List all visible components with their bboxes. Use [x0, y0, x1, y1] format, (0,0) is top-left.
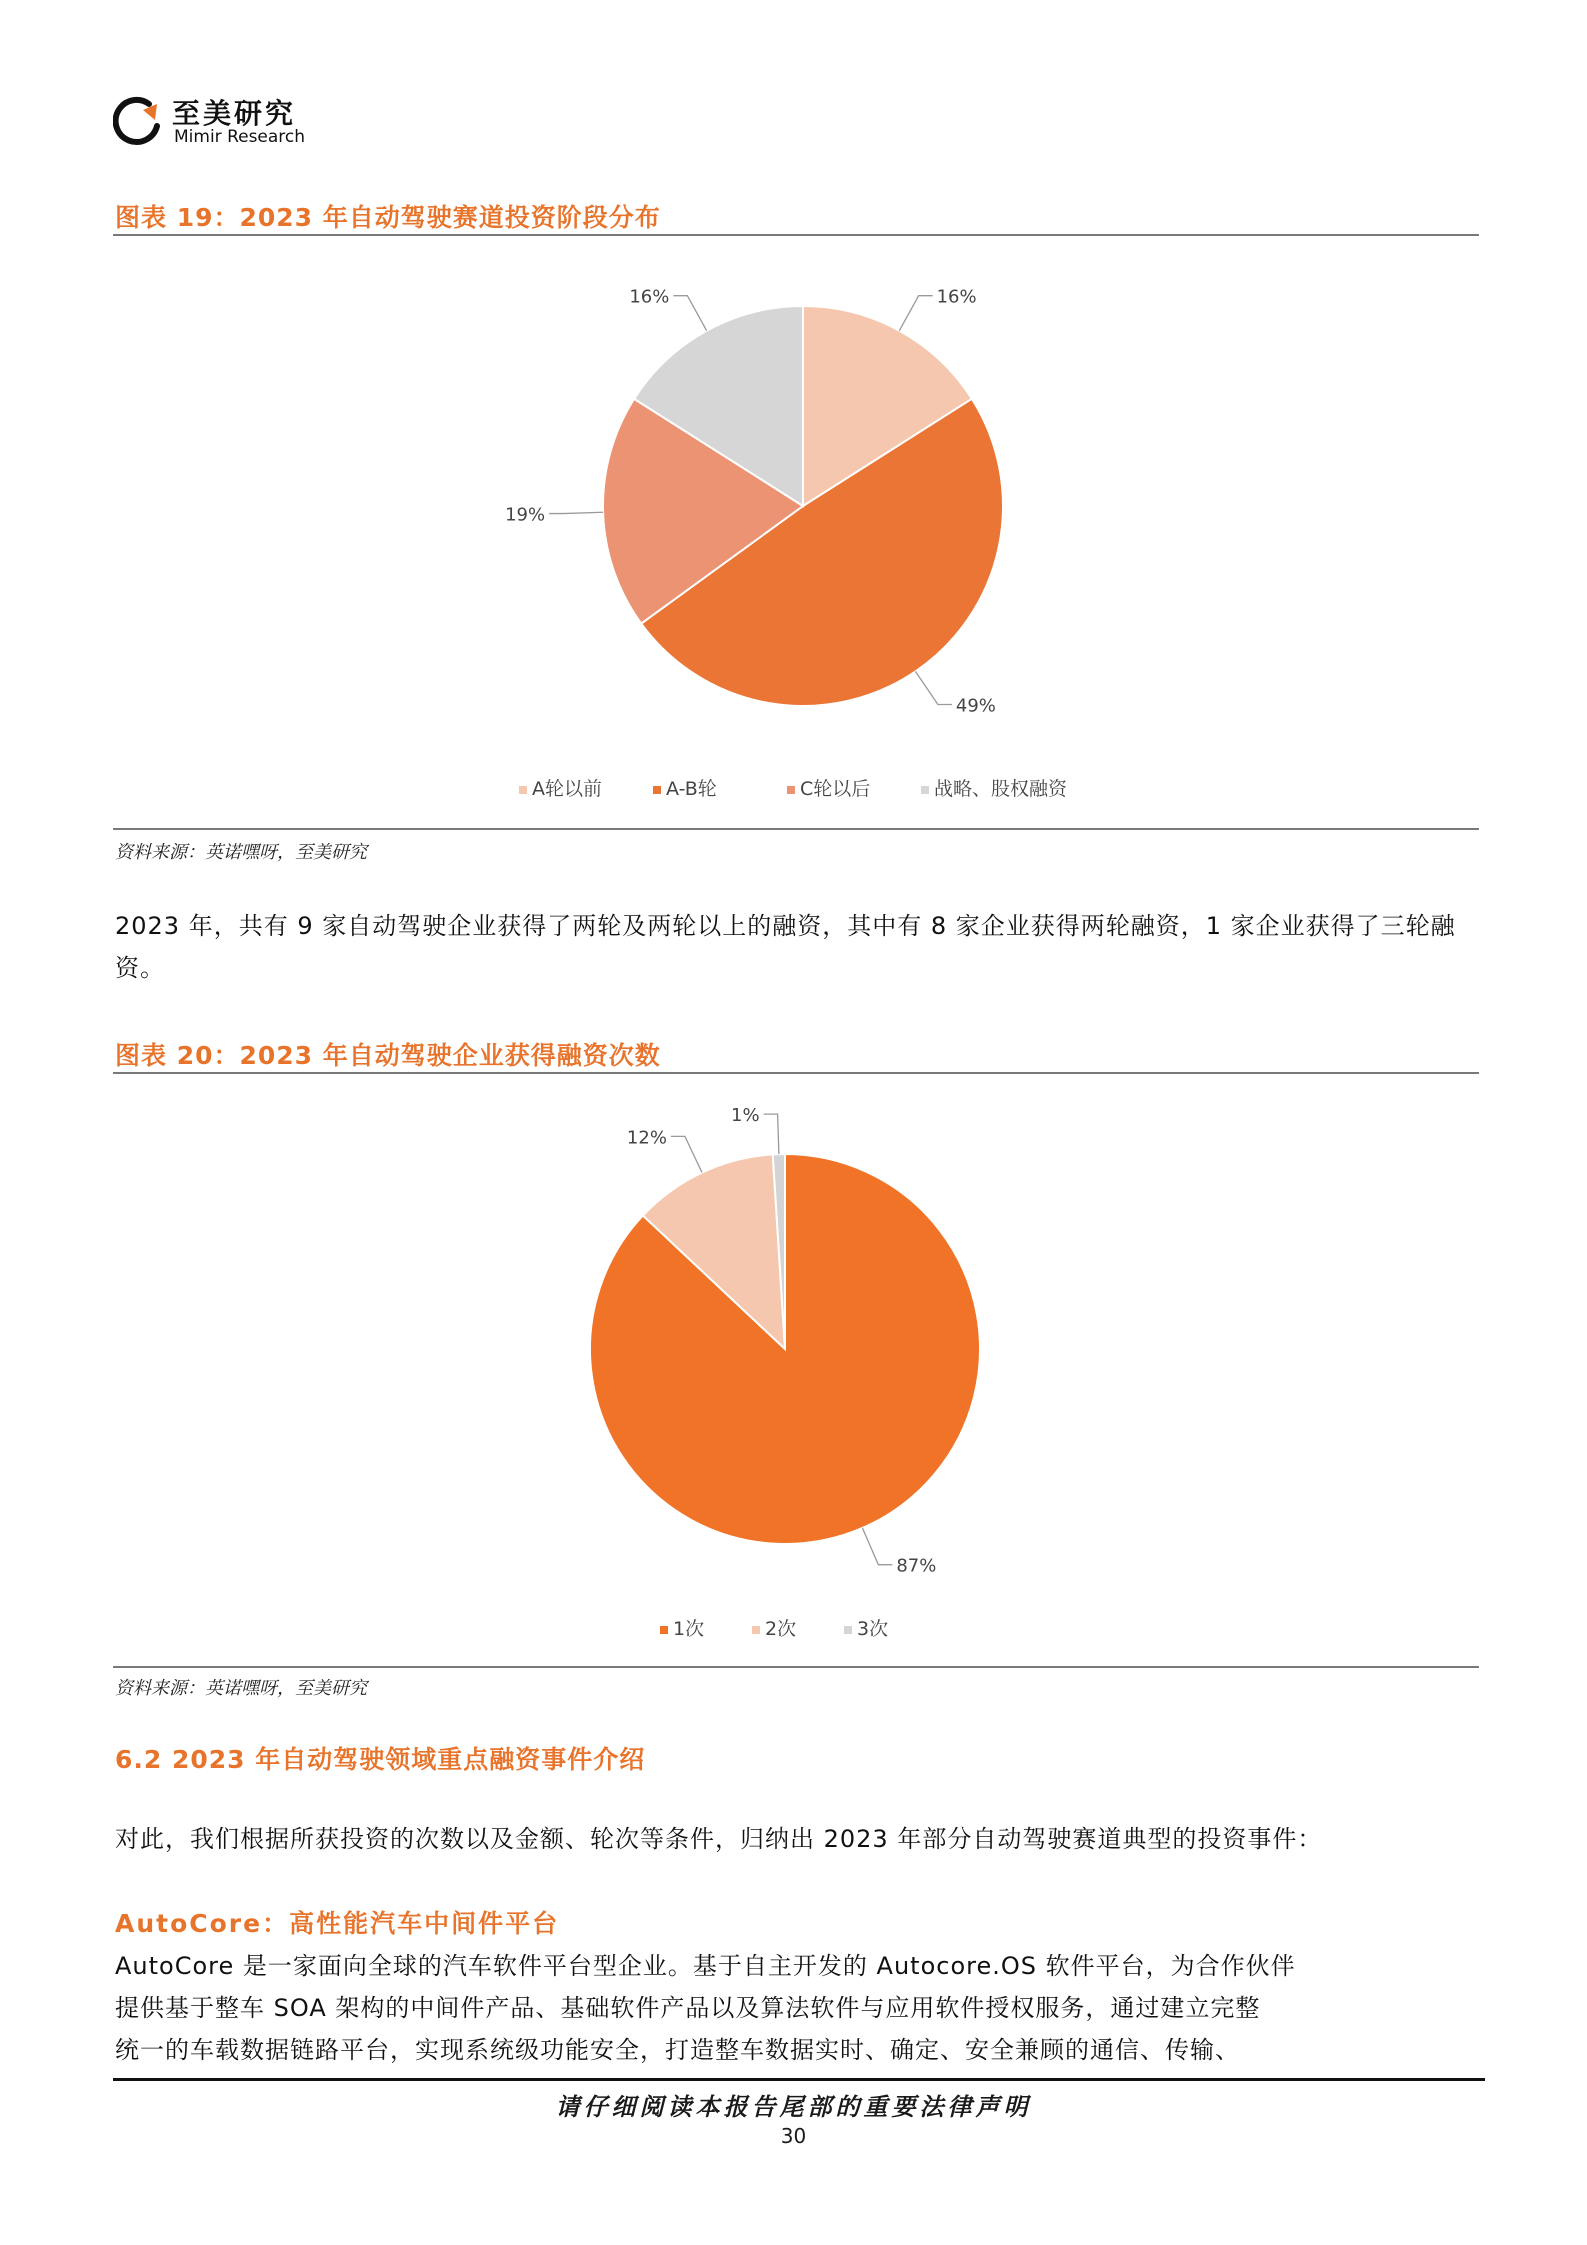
figure20-legend-swatch-0 [660, 1626, 668, 1634]
figure20-legend-label-0: 1次 [673, 1618, 705, 1640]
paragraph-intro: 对此，我们根据所获投资的次数以及金额、轮次等条件，归纳出 2023 年部分自动驾驶赛道典型的投资事件： [115, 1825, 1323, 1853]
figure19-data-label-2: 19% [505, 504, 546, 526]
footer-rule [113, 2078, 1485, 2081]
figure20-bottom-rule [113, 1666, 1479, 1668]
figure20-leader-1 [671, 1136, 702, 1172]
figure19-legend-swatch-0 [519, 786, 527, 794]
figure19-legend-swatch-2 [787, 786, 795, 794]
figure20-data-label-1: 12% [626, 1127, 667, 1149]
figure19-legend-label-3: 战略、股权融资 [934, 778, 1068, 800]
figure20-legend-swatch-2 [844, 1626, 852, 1634]
figure19-title: 图表 19：2023 年自动驾驶赛道投资阶段分布 [115, 203, 661, 232]
figure20-leader-0 [862, 1528, 892, 1565]
figure19-source: 资料来源：英诺嘿呀，至美研究 [115, 842, 367, 863]
figure19-legend-swatch-1 [653, 786, 661, 794]
company-line: 提供基于整车 SOA 架构的中间件产品、基础软件产品以及算法软件与应用软件授权服务，通过建立完整 [115, 1994, 1261, 2022]
figure19-data-label-3: 16% [629, 286, 670, 308]
company-title: AutoCore：高性能汽车中间件平台 [115, 1909, 560, 1938]
figure19-legend-label-1: A-B轮 [666, 778, 717, 800]
figure20-legend-label-2: 3次 [857, 1618, 889, 1640]
figure19-pie-chart [0, 240, 1587, 820]
figure19-legend-label-2: C轮以后 [800, 778, 871, 800]
figure20-top-rule [113, 1072, 1479, 1074]
figure19-data-label-0: 16% [936, 286, 977, 308]
figure20-leader-2 [764, 1114, 779, 1154]
section-title: 6.2 2023 年自动驾驶领域重点融资事件介绍 [115, 1745, 646, 1774]
figure20-source: 资料来源：英诺嘿呀，至美研究 [115, 1678, 367, 1699]
figure19-leader-2 [549, 512, 603, 513]
figure19-leader-1 [915, 671, 951, 704]
figure20-data-label-2: 1% [731, 1105, 760, 1127]
figure19-legend-swatch-3 [921, 786, 929, 794]
figure20-title: 图表 20：2023 年自动驾驶企业获得融资次数 [115, 1041, 661, 1070]
company-line: 统一的车载数据链路平台，实现系统级功能安全，打造整车数据实时、确定、安全兼顾的通信、传输、 [115, 2036, 1240, 2064]
figure19-bottom-rule [113, 828, 1479, 830]
company-line: AutoCore 是一家面向全球的汽车软件平台型企业。基于自主开发的 Autocore.OS 软件平台，为合作伙伴 [115, 1952, 1296, 1980]
company-description [115, 1945, 1481, 2071]
footer-legal-note: 请仔细阅读本报告尾部的重要法律声明 [555, 2093, 1032, 2121]
figure19-legend-label-0: A轮以前 [532, 778, 602, 800]
figure19-top-rule [113, 234, 1479, 236]
figure19-leader-3 [673, 296, 706, 331]
figure19-data-label-1: 49% [955, 695, 996, 717]
figure19-leader-0 [899, 296, 932, 331]
logo-chinese-name: 至美研究 [172, 97, 297, 130]
paragraph-financing-rounds: 2023 年，共有 9 家自动驾驶企业获得了两轮及两轮以上的融资，其中有 8 家企业获得两轮融资，1 家企业获得了三轮融资。 [115, 912, 1456, 982]
figure20-pie-chart [0, 1080, 1587, 1660]
figure20-legend-label-1: 2次 [765, 1618, 797, 1640]
logo-english-name: Mimir Research [174, 127, 306, 147]
figure20-legend-swatch-1 [752, 1626, 760, 1634]
page-number: 30 [780, 2124, 807, 2148]
mimir-logo-icon [113, 96, 163, 146]
figure20-data-label-0: 87% [896, 1555, 937, 1577]
